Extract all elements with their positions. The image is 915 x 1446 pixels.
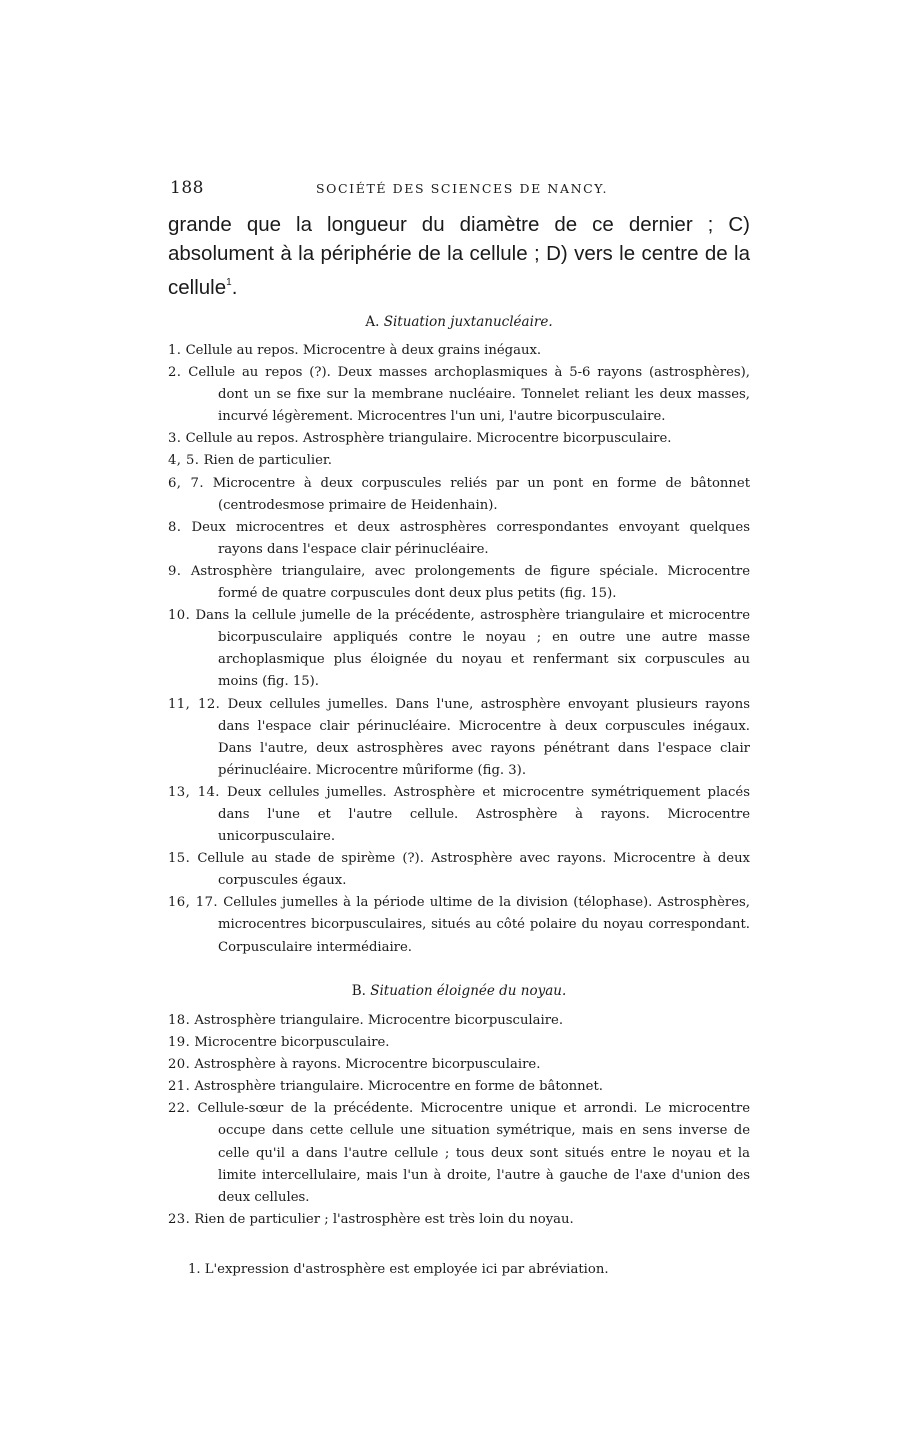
list-item [168,605,750,693]
item-number: 6, 7. [168,475,204,491]
item-number: 2. [168,365,182,381]
section-a-title: Situation juxtanucléaire. [383,314,553,330]
footnote-text: L'expression d'astrosphère est employée ici par abréviation. [204,1262,609,1277]
section-b-title: Situation éloignée du noyau. [370,983,567,999]
list-item [168,782,750,848]
intro-text: grande que la longueur du diamètre de ce dernier ; C) absolument à la périphérie de la cellule ; D) vers le centre de la cellule [168,213,750,299]
item-number: 22. [168,1101,191,1117]
list-item [168,1098,750,1208]
item-text: Deux cellules jumelles. Astrosphère et microcentre symétriquement placés dans l'une et l'autre cellule. Astrosphère à rayons. Microcentre unicorpusculaire. [218,784,750,845]
item-text: Dans la cellule jumelle de la précédente, astrosphère triangulaire et microcentre bicorpusculaire appliqués contre le noyau ; en outre une autre masse archoplasmique plus éloignée du noyau et renfermant six corpuscules au moins (fig. 15). [195,608,751,690]
list-item [168,1010,750,1032]
section-b-heading [168,983,750,999]
page-header [170,178,750,202]
list-item [168,694,750,782]
list-item [168,473,750,517]
running-head: SOCIÉTÉ DES SCIENCES DE NANCY. [316,181,609,196]
section-a-heading [168,314,750,330]
item-number: 9. [168,563,182,579]
list-item [168,1054,750,1076]
item-number: 16, 17. [168,895,218,911]
item-number: 11, 12. [168,696,221,712]
footnote [188,1262,748,1277]
list-item [168,892,750,958]
intro-paragraph [168,210,750,302]
item-number: 23. [168,1211,191,1227]
item-text: Cellule au repos (?). Deux masses archoplasmiques à 5-6 rayons (astrosphères), dont un se fixe sur la membrane nucléaire. Tonnelet reliant les deux masses, incurvé légèrement. Microcentres l'un uni, l'autre bicorpusculaire. [188,365,750,425]
item-text: Rien de particulier ; l'astrosphère est très loin du noyau. [194,1211,574,1227]
list-item [168,362,750,428]
footnote-marker: 1. [188,1262,201,1277]
item-text: Astrosphère triangulaire. Microcentre bicorpusculaire. [194,1013,564,1028]
item-number: 8. [168,519,182,535]
item-number: 1. [168,343,182,358]
list-item [168,340,750,362]
list-item [168,428,750,450]
item-number: 19. [168,1035,191,1051]
item-number: 13, 14. [168,784,220,800]
item-number: 15. [168,851,191,867]
item-number: 10. [168,608,191,624]
section-a-label: A. [365,314,380,330]
list-item [168,450,750,472]
section-b-label: B. [351,983,366,999]
list-item [168,1032,750,1054]
item-number: 3. [168,431,182,447]
item-text: Deux microcentres et deux astrosphères correspondantes envoyant quelques rayons dans l'espace clair périnucléaire. [191,519,750,557]
item-text: Astrosphère à rayons. Microcentre bicorpusculaire. [194,1057,541,1073]
list-item [168,1076,750,1098]
item-text: Cellule au stade de spirème (?). Astrosphère avec rayons. Microcentre à deux corpuscules égaux. [197,851,750,889]
item-text: Microcentre bicorpusculaire. [194,1035,390,1051]
item-text: Astrosphère triangulaire. Microcentre en forme de bâtonnet. [194,1079,603,1095]
item-text: Astrosphère triangulaire, avec prolongements de figure spéciale. Microcentre formé de quatre corpuscules dont deux plus petits (fig. 15). [190,563,750,602]
section-b-list [168,1010,750,1231]
list-item [168,1209,750,1231]
item-text: Rien de particulier. [203,453,332,469]
item-text: Cellule au repos. Astrosphère triangulaire. Microcentre bicorpusculaire. [185,431,672,447]
item-number: 20. [168,1057,191,1073]
item-number: 4, 5. [168,453,200,469]
item-number: 21. [168,1079,191,1095]
footnote-reference: 1 [226,277,232,288]
item-number: 18. [168,1013,191,1028]
list-item [168,561,750,605]
item-text: Deux cellules jumelles. Dans l'une, astrosphère envoyant plusieurs rayons dans l'espace clair périnucléaire. Microcentre à deux corpuscules inégaux. Dans l'autre, deux astrosphères avec rayons pénétrant dans l'espace clair périnucléaire. Microcentre mûriforme (fig. 3). [218,696,750,778]
item-text: Microcentre à deux corpuscules reliés par un pont en forme de bâtonnet (centrodesmose primaire de Heidenhain). [212,475,750,513]
list-item [168,517,750,561]
item-text: Cellule-sœur de la précédente. Microcentre unique et arrondi. Le microcentre occupe dans cette cellule une situation symétrique, mais en sens inverse de celle qu'il a dans l'autre cellule ; tous deux sont situés entre le noyau et la limite intercellulaire, mais l'un à droite, l'autre à gauche de l'axe d'union des deux cellules. [197,1101,750,1205]
item-text: Cellule au repos. Microcentre à deux grains inégaux. [185,343,542,358]
intro-end: . [231,276,238,299]
page-number: 188 [170,178,204,198]
item-text: Cellules jumelles à la période ultime de la division (télophase). Astrosphères, microcentres bicorpusculaires, situés au côté polaire du noyau correspondant. Corpusculaire intermédiaire. [218,895,751,955]
section-a-list [168,340,750,959]
list-item [168,848,750,892]
